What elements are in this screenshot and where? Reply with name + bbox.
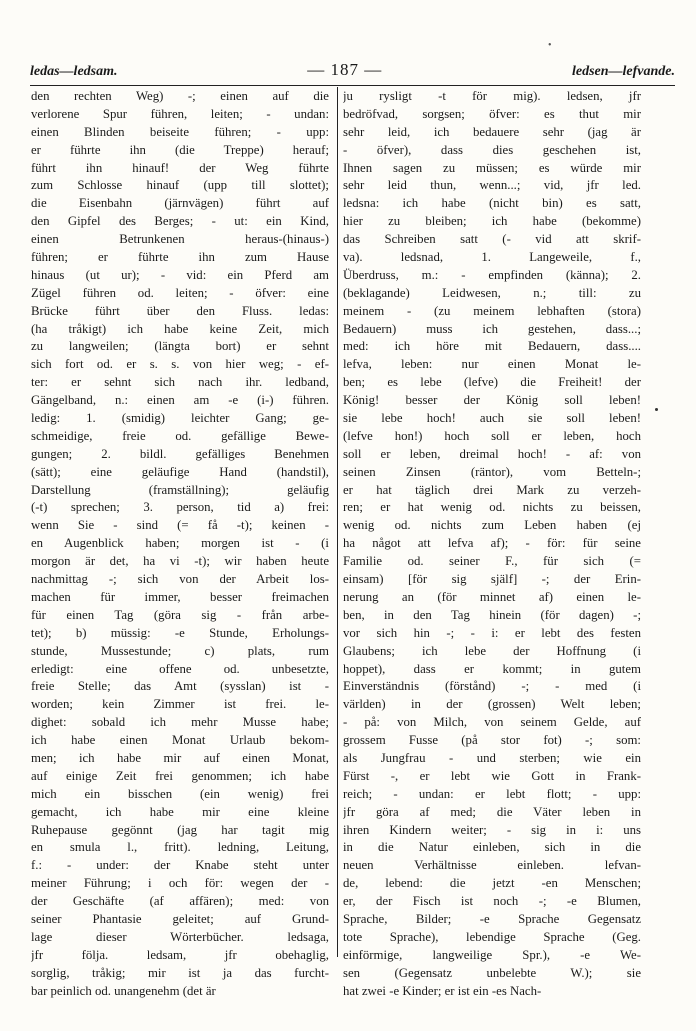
text-line: den rechten Weg) -; einen auf die [31,89,329,103]
text-line: mich ein bisschen (ein wenig) frei [31,786,329,801]
text-line: die Eisenbahn (järnvägen) führt auf [31,196,329,211]
text-line: men; ich habe mir auf einen Monat, [31,750,329,765]
text-line: erledigt: eine offene od. unbesetzte, [31,661,329,676]
text-line: de, lebend: die jetzt -en Menschen; [343,876,641,891]
text-line: (ha tråkigt) ich habe keine Zeit, mich [31,321,329,336]
text-line: lefva, leben: nur einen Monat le- [343,357,641,372]
column-divider [337,87,338,957]
text-line: bedröfvad, sorgsen; öfver: es thut mir [343,106,641,121]
text-line: nachmittag -; sich von der Arbeit los- [31,572,329,587]
text-line: Ruhepause gegönnt (jag har tagit mig [31,822,329,837]
text-line: en smula l., fritt). ledning, Leitung, [31,840,329,855]
text-line: (lefve hon!) hoch soll er leben, hoch [343,428,641,443]
text-line: meinem - (zu meinem lebhaften (stora) [343,303,641,318]
text-line: hier zu bleiben; ich habe (bekomme) [343,214,641,229]
text-line: führt ihn hinauf! der Weg führte [31,160,329,175]
text-line: Gängelband, n.: einen am -e (i-) führen. [31,393,329,408]
text-line: sen (Gegensatz unbelebte W.); sie [343,965,641,980]
text-line: bar peinlich od. unangenehm (det är [31,983,216,998]
text-line: ha något att lefva af); - för: für seine [343,536,641,551]
text-line: führen; er führte ihn zum Hause [31,250,329,265]
text-line: freie Stelle; das Amt (sysslan) ist - [31,679,329,694]
text-line: zu langweilen; (längta bort) er sehnt [31,339,329,354]
text-line: ter: er sehnt sich nach ihr. ledband, [31,375,329,390]
left-guide-word: ledas—ledsam. [30,64,118,79]
text-line: Brücke führt über den Fluss. ledas: [31,303,329,318]
text-line: sehr leid thun, wenn...; vid, jfr led. [343,178,641,193]
text-line: gungen; 2. bildl. gefälliges Benehmen [31,446,329,461]
text-line: der Geschäfte (af affären); med: von [31,894,329,909]
corner-mark: • [548,40,552,51]
header-rule [30,85,675,86]
right-column [343,88,641,1000]
text-line: für einen Tag (göra sig - från arbe- [31,607,329,622]
text-line: Einverständnis (förstånd) -; - med (i [343,679,641,694]
text-line: tet); b) müssig: -e Stunde, Erholungs- [31,625,329,640]
text-line: jfr följa. ledsam, jfr obehaglig, [31,947,329,962]
text-line: ledsna: ich habe (nicht bin) es satt, [343,196,641,211]
text-line: stunde, Mussestunde; c) plats, rum [31,643,329,658]
text-line: ich habe einen Monat Urlaub bekom- [31,733,329,748]
text-line: hinaus (ut ur); - vid: ein Pferd am [31,267,329,282]
text-line: (-t) sprechen; 3. person, tid a) frei: [31,500,329,515]
text-line: er führte ihn (die Treppe) herauf; [31,142,329,157]
text-line: verlorene Spur führen, leiten; - undan: [31,106,329,121]
text-line: er, der Fisch ist noch -; -e Blumen, [343,894,641,909]
text-line: - öfver), dass dies geschehen ist, [343,142,641,157]
text-line: einförmige, langweilige Spr.), -e We- [343,947,641,962]
text-line: König! besser der König soll leben! [343,393,641,408]
print-speck [655,408,658,411]
text-line: nerung an (för minnet af) einen le- [343,589,641,604]
text-line: wenig od. nichts zum Leben haben (ej [343,518,641,533]
text-line: machen für immer, besser freimachen [31,589,329,604]
text-line: einen Blinden beiseite führen; - upp: [31,124,329,139]
text-line: seiner Phantasie geleitet; auf Grund- [31,911,329,926]
text-line: auf einige Zeit frei genommen; ich habe [31,768,329,783]
text-line: reich; - undan: er lebt flott; - upp: [343,786,641,801]
text-line: einsam) [för sig själf] -; der Erin- [343,572,641,587]
text-line: lage dieser Wörterbücher. ledsaga, [31,929,329,944]
text-line: sorglig, tråkig; mir ist ja das furcht- [31,965,329,980]
text-line: hoppet), dass er kommt; in gutem [343,661,641,676]
text-line: wenn Sie - sind (= få -t); keinen - [31,518,329,533]
text-line: ren; er hat wenig od. nichts zu beissen, [343,500,641,515]
text-line: hat zwei -e Kinder; er ist ein -es Nach- [343,983,542,998]
text-line: neuen Verhältnisse einleben. lefvan- [343,858,641,873]
text-line: sie lebe hoch! auch sie soll leben! [343,411,641,426]
text-line: Sprache, Bilder; -e Sprache Gegensatz [343,911,641,926]
text-line: vor sich hin -; - i: er lebt des festen [343,625,641,640]
text-line: das Schreiben satt (- vid att skrif- [343,232,641,247]
text-line: er hat täglich drei Mark zu verzeh- [343,482,641,497]
text-line: Ihnen sagen zu müssen; es würde mir [343,160,641,175]
text-line: va). ledsnad, 1. Langeweile, f., [343,250,641,265]
text-line: Fürst -, er lebt wie Gott in Frank- [343,768,641,783]
text-line: einen Betrunkenen heraus-(hinaus-) [31,232,329,247]
text-line: f.: - under: der Knabe steht unter [31,858,329,873]
text-line: med: ich höre mit Bedauern, dass.... [343,339,641,354]
text-line: meiner Führung; i och för: wegen der - [31,876,329,891]
text-line: Bedauern) muss ich gestehen, dass...; [343,321,641,336]
text-line: morgon är det, ha vi -t); wir haben heute [31,554,329,569]
text-line: sehr leid, ich bedauere sehr (jag är [343,124,641,139]
page-number: — 187 — [307,60,383,79]
text-line: grossem Fusse (på stor fot) -; som: [343,733,641,748]
text-line: soll er leben, dreimal hoch! - af: von [343,446,641,461]
text-line: ben, in den Tag hinein (för dagen) -; [343,607,641,622]
text-line: den Gipfel des Berges; - ut: ein Kind, [31,214,329,229]
left-column [31,88,329,1000]
text-line: världen) in der (grossen) Welt leben; [343,697,641,712]
text-line: ju rysligt -t för mig). ledsen, jfr [343,89,641,103]
text-line: - på: von Milch, von seinem Gelde, auf [343,715,641,730]
text-line: schmeidige, freie od. gefällige Bewe- [31,428,329,443]
text-line: Überdruss, m.: - empfinden (känna); 2. [343,267,641,282]
text-line: sich fort od. er s. s. von hier weg; - ef- [31,357,329,372]
text-line: zum Schlosse hinauf (upp till slottet); [31,178,329,193]
text-line: Familie od. seiner F., für sich (= [343,554,641,569]
text-line: in die Natur einleben, sich in die [343,840,641,855]
text-line: (beklagande) Leidwesen, n.; till: zu [343,285,641,300]
text-line: gemacht, ich habe mir eine kleine [31,804,329,819]
text-line: worden; kein Zimmer ist frei. le- [31,697,329,712]
running-header [30,60,675,82]
text-line: als Jungfrau - und sterben; wie ein [343,750,641,765]
text-line: jfr göra af med; die Väter leben in [343,804,641,819]
text-line: Darstellung (framställning); geläufig [31,482,329,497]
text-line: ihren Kindern weiter; - sig in i: uns [343,822,641,837]
text-line: en Augenblick haben; morgen ist - (i [31,536,329,551]
right-guide-word: ledsen—lefvande. [571,64,675,79]
text-line: ledig: 1. (smidig) leichter Gang; ge- [31,411,329,426]
text-line: Glaubens; ich lebe der Hoffnung (i [343,643,641,658]
text-line: seinen Zinsen (räntor), vom Betteln-; [343,464,641,479]
text-line: ben; es lebe (lefve) die Freiheit! der [343,375,641,390]
text-line: tote Sprache), lebendige Sprache (Geg. [343,929,641,944]
text-line: Zügel führen od. leiten; - öfver: eine [31,285,329,300]
text-line: (sätt); eine geläufige Hand (handstil), [31,464,329,479]
text-line: dighet: sobald ich mehr Musse habe; [31,715,329,730]
